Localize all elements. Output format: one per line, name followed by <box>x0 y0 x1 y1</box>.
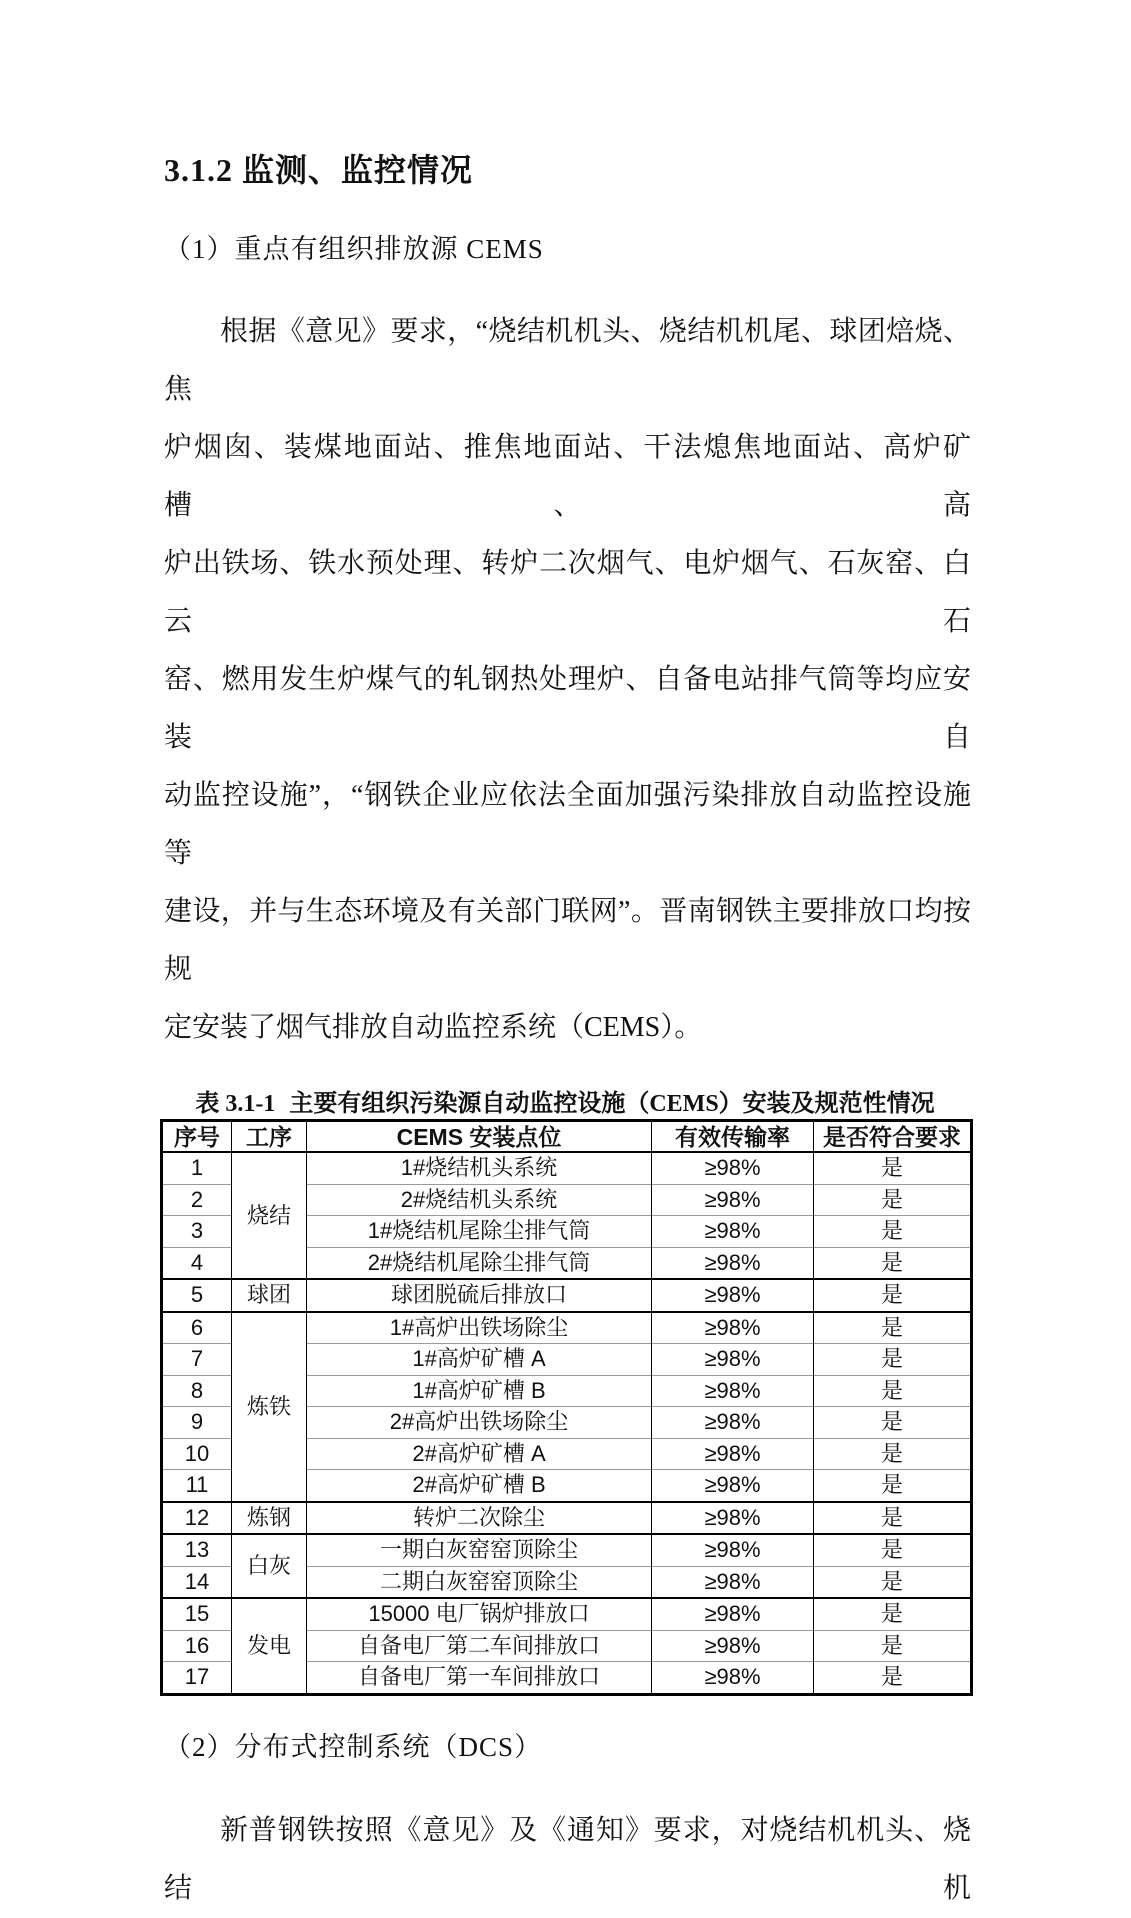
cell-compliant: 是 <box>814 1566 972 1598</box>
cell-compliant: 是 <box>814 1502 972 1535</box>
cell-point: 自备电厂第二车间排放口 <box>307 1630 652 1662</box>
cell-point: 二期白灰窑窑顶除尘 <box>307 1566 652 1598</box>
cell-rate: ≥98% <box>652 1247 814 1279</box>
cell-compliant: 是 <box>814 1279 972 1312</box>
cell-compliant: 是 <box>814 1312 972 1344</box>
table-caption <box>160 1089 970 1119</box>
cell-serial: 7 <box>162 1344 232 1376</box>
table-row <box>162 1279 972 1312</box>
cell-rate: ≥98% <box>652 1152 814 1184</box>
paragraph-line: 建设，并与生态环境及有关部门联网”。晋南钢铁主要排放口均按规 <box>164 896 971 985</box>
paragraph-2 <box>164 1802 971 1918</box>
cell-point: 2#高炉出铁场除尘 <box>307 1407 652 1439</box>
paragraph-line: 根据《意见》要求，“烧结机机头、烧结机机尾、球团焙烧、焦 <box>164 316 971 405</box>
cell-compliant: 是 <box>814 1662 972 1695</box>
cell-serial: 17 <box>162 1662 232 1695</box>
header-cell-point: CEMS 安装点位 <box>307 1121 652 1153</box>
cell-point: 2#高炉矿槽 A <box>307 1438 652 1470</box>
cell-rate: ≥98% <box>652 1662 814 1695</box>
table-row <box>162 1598 972 1630</box>
cell-rate: ≥98% <box>652 1598 814 1630</box>
table-row <box>162 1534 972 1566</box>
cell-point: 2#烧结机尾除尘排气筒 <box>307 1247 652 1279</box>
paragraph-1 <box>164 303 971 1057</box>
header-cell-compliant: 是否符合要求 <box>814 1121 972 1153</box>
subsection-1-heading: （1）重点有组织排放源 CEMS <box>164 234 544 264</box>
cell-rate: ≥98% <box>652 1216 814 1248</box>
cell-process: 发电 <box>232 1598 307 1694</box>
cell-point: 1#烧结机尾除尘排气筒 <box>307 1216 652 1248</box>
section-heading: 3.1.2 监测、监控情况 <box>164 152 474 188</box>
cell-process: 球团 <box>232 1279 307 1312</box>
cell-serial: 9 <box>162 1407 232 1439</box>
cell-serial: 2 <box>162 1184 232 1216</box>
cell-point: 一期白灰窑窑顶除尘 <box>307 1534 652 1566</box>
header-cell-rate: 有效传输率 <box>652 1121 814 1153</box>
cems-table <box>160 1119 973 1696</box>
cell-process: 炼钢 <box>232 1502 307 1535</box>
cell-compliant: 是 <box>814 1375 972 1407</box>
table-row <box>162 1152 972 1184</box>
cell-point: 1#高炉出铁场除尘 <box>307 1312 652 1344</box>
table-caption-number: 表 3.1-1 <box>195 1091 276 1117</box>
paragraph-line: 炉出铁场、铁水预处理、转炉二次烟气、电炉烟气、石灰窑、白云石 <box>164 548 971 637</box>
cell-point: 2#烧结机头系统 <box>307 1184 652 1216</box>
cell-compliant: 是 <box>814 1534 972 1566</box>
cell-rate: ≥98% <box>652 1566 814 1598</box>
cell-serial: 14 <box>162 1566 232 1598</box>
cell-point: 1#高炉矿槽 B <box>307 1375 652 1407</box>
subsection-2-heading: （2）分布式控制系统（DCS） <box>164 1731 543 1762</box>
cell-serial: 13 <box>162 1534 232 1566</box>
cell-compliant: 是 <box>814 1438 972 1470</box>
paragraph-line: 定安装了烟气排放自动监控系统（CEMS）。 <box>164 1012 703 1043</box>
cell-compliant: 是 <box>814 1184 972 1216</box>
paragraph-line: 窑、燃用发生炉煤气的轧钢热处理炉、自备电站排气筒等均应安装自 <box>164 664 971 753</box>
cell-rate: ≥98% <box>652 1407 814 1439</box>
cell-rate: ≥98% <box>652 1470 814 1502</box>
cell-compliant: 是 <box>814 1216 972 1248</box>
cell-point: 球团脱硫后排放口 <box>307 1279 652 1312</box>
cell-serial: 11 <box>162 1470 232 1502</box>
cell-compliant: 是 <box>814 1470 972 1502</box>
cell-serial: 16 <box>162 1630 232 1662</box>
header-cell-serial: 序号 <box>162 1121 232 1153</box>
cell-serial: 5 <box>162 1279 232 1312</box>
cell-rate: ≥98% <box>652 1344 814 1376</box>
cell-serial: 6 <box>162 1312 232 1344</box>
cell-point: 自备电厂第一车间排放口 <box>307 1662 652 1695</box>
table-caption-text: 主要有组织污染源自动监控设施（CEMS）安装及规范性情况 <box>289 1091 935 1117</box>
table-row <box>162 1312 972 1344</box>
cell-process: 白灰 <box>232 1534 307 1598</box>
cell-rate: ≥98% <box>652 1279 814 1312</box>
cell-serial: 12 <box>162 1502 232 1535</box>
cell-point: 1#烧结机头系统 <box>307 1152 652 1184</box>
cell-rate: ≥98% <box>652 1534 814 1566</box>
cell-serial: 1 <box>162 1152 232 1184</box>
cell-rate: ≥98% <box>652 1630 814 1662</box>
cell-rate: ≥98% <box>652 1502 814 1535</box>
cell-rate: ≥98% <box>652 1438 814 1470</box>
cell-compliant: 是 <box>814 1152 972 1184</box>
paragraph-line: 炉烟囱、装煤地面站、推焦地面站、干法熄焦地面站、高炉矿槽、高 <box>164 432 971 521</box>
table-header-row <box>162 1121 972 1153</box>
cell-point: 转炉二次除尘 <box>307 1502 652 1535</box>
cell-rate: ≥98% <box>652 1184 814 1216</box>
cell-point: 15000 电厂锅炉排放口 <box>307 1598 652 1630</box>
cell-serial: 4 <box>162 1247 232 1279</box>
cell-compliant: 是 <box>814 1598 972 1630</box>
cell-rate: ≥98% <box>652 1375 814 1407</box>
cell-serial: 10 <box>162 1438 232 1470</box>
cell-compliant: 是 <box>814 1407 972 1439</box>
cell-serial: 3 <box>162 1216 232 1248</box>
cell-compliant: 是 <box>814 1247 972 1279</box>
cell-compliant: 是 <box>814 1344 972 1376</box>
table-row <box>162 1502 972 1535</box>
cell-point: 2#高炉矿槽 B <box>307 1470 652 1502</box>
header-cell-process: 工序 <box>232 1121 307 1153</box>
cell-serial: 15 <box>162 1598 232 1630</box>
cell-rate: ≥98% <box>652 1312 814 1344</box>
cell-serial: 8 <box>162 1375 232 1407</box>
cell-process: 炼铁 <box>232 1312 307 1502</box>
cell-compliant: 是 <box>814 1630 972 1662</box>
paragraph-line: 新普钢铁按照《意见》及《通知》要求，对烧结机机头、烧结机 <box>164 1814 971 1904</box>
paragraph-line: 动监控设施”，“钢铁企业应依法全面加强污染排放自动监控设施等 <box>164 780 971 869</box>
cell-point: 1#高炉矿槽 A <box>307 1344 652 1376</box>
cell-process: 烧结 <box>232 1152 307 1279</box>
